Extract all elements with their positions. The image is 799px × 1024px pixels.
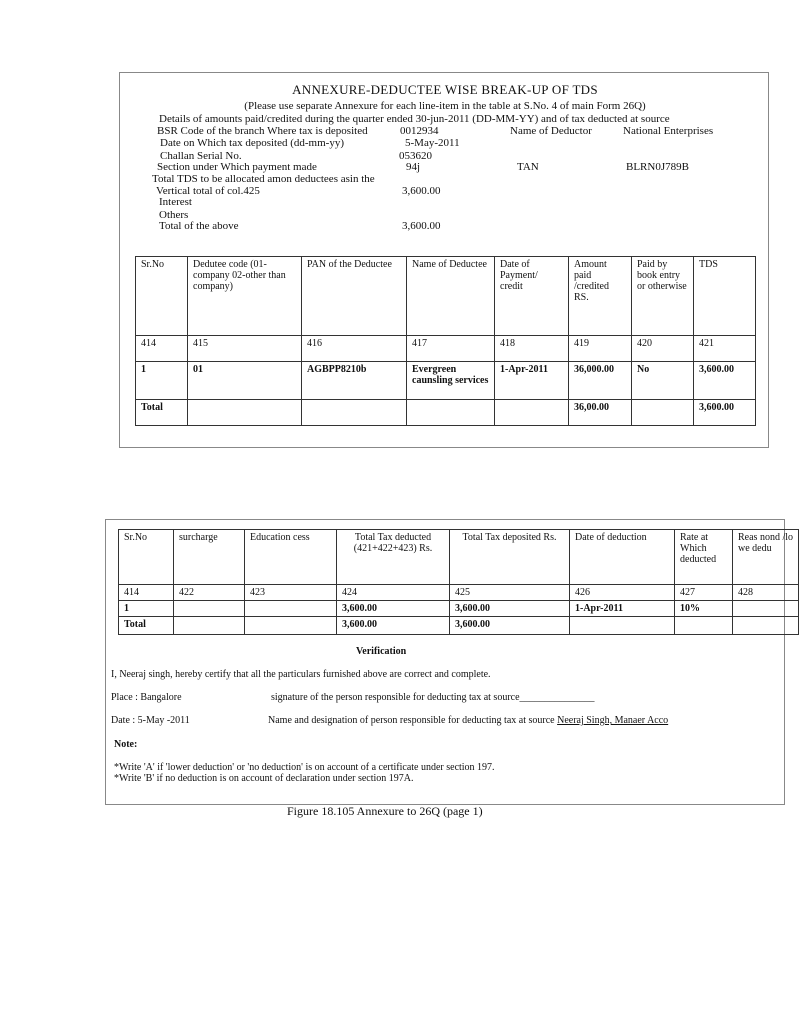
total-cell bbox=[174, 617, 245, 635]
total-label: Total bbox=[136, 400, 188, 426]
header-cell: Education cess bbox=[245, 530, 337, 585]
header-cell: Name of Deductee bbox=[407, 257, 495, 336]
header-cell: Date of Payment/ credit bbox=[495, 257, 569, 336]
header-cell: PAN of the Deductee bbox=[302, 257, 407, 336]
colnum-cell: 423 bbox=[245, 585, 337, 601]
colnum-cell: 428 bbox=[733, 585, 799, 601]
colnum-cell: 414 bbox=[119, 585, 174, 601]
colnum-cell: 417 bbox=[407, 336, 495, 362]
cell-book-entry: No bbox=[632, 362, 694, 400]
bsr-label: BSR Code of the branch Where tax is deposited bbox=[157, 125, 368, 137]
quarter-details: Details of amounts paid/credited during the quarter ended 30-jun-2011 (DD-MM-YY) and of tax deducted at source bbox=[159, 113, 670, 125]
certify-text: I, Neeraj singh, hereby certify that all the particulars furnished above are correct and complete. bbox=[111, 669, 491, 680]
vertical-total-value: 3,600.00 bbox=[402, 185, 441, 197]
header-cell: Sr.No bbox=[119, 530, 174, 585]
deductee-table bbox=[135, 256, 756, 426]
header-cell: Dedutee code (01-company 02-other than company) bbox=[188, 257, 302, 336]
cell-deductee-name: Evergreen caunsling services bbox=[407, 362, 495, 400]
deductee-table-header-row bbox=[136, 257, 756, 336]
deductor-label: Name of Deductor bbox=[510, 125, 592, 137]
tax-table-colnum-row bbox=[119, 585, 799, 601]
colnum-cell: 421 bbox=[694, 336, 756, 362]
header-cell: Total Tax deposited Rs. bbox=[450, 530, 570, 585]
total-above-label: Total of the above bbox=[159, 220, 239, 232]
cell-rate: 10% bbox=[675, 601, 733, 617]
tan-value: BLRN0J789B bbox=[626, 161, 689, 173]
cell-reason bbox=[733, 601, 799, 617]
annexure-panel-page-2 bbox=[105, 519, 793, 805]
cell-total-tax-deducted: 3,600.00 bbox=[337, 601, 450, 617]
cell-surcharge bbox=[174, 601, 245, 617]
cell-sr-no: 1 bbox=[136, 362, 188, 400]
colnum-cell: 420 bbox=[632, 336, 694, 362]
header-cell: Reas nond /lowe dedu bbox=[733, 530, 799, 585]
section-label: Section under Which payment made bbox=[157, 161, 317, 173]
challan-label: Challan Serial No. bbox=[160, 150, 242, 162]
header-cell: Rate at Which deducted bbox=[675, 530, 733, 585]
total-label: Total bbox=[119, 617, 174, 635]
table-total-row bbox=[119, 617, 799, 635]
colnum-cell: 422 bbox=[174, 585, 245, 601]
header-cell: TDS bbox=[694, 257, 756, 336]
colnum-cell: 419 bbox=[569, 336, 632, 362]
header-cell: Amount paid /credited RS. bbox=[569, 257, 632, 336]
total-cell bbox=[245, 617, 337, 635]
cell-amount-paid: 36,000.00 bbox=[569, 362, 632, 400]
total-cell bbox=[733, 617, 799, 635]
annexure-subtitle: (Please use separate Annexure for each line-item in the table at S.No. 4 of main Form 26Q) bbox=[244, 100, 646, 112]
header-cell: Date of deduction bbox=[570, 530, 675, 585]
place-label: Place : Bangalore bbox=[111, 692, 182, 703]
note-2: *Write 'B' if no deduction is on account of declaration under section 197A. bbox=[114, 773, 414, 784]
vertical-total-label: Vertical total of col.425 bbox=[156, 185, 260, 197]
table-total-row bbox=[136, 400, 756, 426]
deductee-table-colnum-row bbox=[136, 336, 756, 362]
verification-heading: Verification bbox=[356, 646, 407, 657]
signature-text: signature of the person responsible for deducting tax at source_______________ bbox=[271, 692, 595, 703]
cell-tds: 3,600.00 bbox=[694, 362, 756, 400]
colnum-cell: 418 bbox=[495, 336, 569, 362]
interest-label: Interest bbox=[159, 196, 192, 208]
note-1: *Write 'A' if 'lower deduction' or 'no deduction' is on account of a certificate under section 197. bbox=[114, 762, 495, 773]
deductor-value: National Enterprises bbox=[623, 125, 714, 137]
header-cell: surcharge bbox=[174, 530, 245, 585]
annexure-title: ANNEXURE-DEDUCTEE WISE BREAK-UP OF TDS bbox=[292, 82, 598, 97]
cell-payment-date: 1-Apr-2011 bbox=[495, 362, 569, 400]
colnum-cell: 426 bbox=[570, 585, 675, 601]
cell-total-tax-deposited: 3,600.00 bbox=[450, 601, 570, 617]
annexure-panel-page-1 bbox=[119, 72, 769, 448]
table-row bbox=[119, 601, 799, 617]
colnum-cell: 427 bbox=[675, 585, 733, 601]
colnum-cell: 424 bbox=[337, 585, 450, 601]
note-label: Note: bbox=[114, 739, 138, 750]
tax-table-header-row bbox=[119, 530, 799, 585]
total-cell bbox=[495, 400, 569, 426]
total-cell bbox=[302, 400, 407, 426]
cell-sr-no: 1 bbox=[119, 601, 174, 617]
total-tds: 3,600.00 bbox=[694, 400, 756, 426]
total-cell bbox=[188, 400, 302, 426]
cell-deductee-code: 01 bbox=[188, 362, 302, 400]
section-value: 94j bbox=[406, 161, 421, 173]
colnum-cell: 425 bbox=[450, 585, 570, 601]
total-cell bbox=[632, 400, 694, 426]
total-cell bbox=[570, 617, 675, 635]
header-cell: Total Tax deducted (421+422+423) Rs. bbox=[337, 530, 450, 585]
date-label: Date : 5-May -2011 bbox=[111, 715, 190, 726]
cell-education-cess bbox=[245, 601, 337, 617]
header-cell: Paid by book entry or otherwise bbox=[632, 257, 694, 336]
name-designation-line bbox=[268, 715, 668, 726]
colnum-cell: 416 bbox=[302, 336, 407, 362]
tan-label: TAN bbox=[517, 161, 539, 173]
total-amount-paid: 36,00.00 bbox=[569, 400, 632, 426]
tax-table bbox=[118, 529, 799, 635]
header-cell: Sr.No bbox=[136, 257, 188, 336]
bsr-value: 0012934 bbox=[400, 125, 439, 137]
cell-deduction-date: 1-Apr-2011 bbox=[570, 601, 675, 617]
others-label: Others bbox=[159, 209, 189, 221]
colnum-cell: 414 bbox=[136, 336, 188, 362]
colnum-cell: 415 bbox=[188, 336, 302, 362]
challan-value: 053620 bbox=[399, 150, 432, 162]
deposit-date-value: 5-May-2011 bbox=[405, 137, 460, 149]
table-row bbox=[136, 362, 756, 400]
deposit-date-label: Date on Which tax deposited (dd-mm-yy) bbox=[160, 137, 344, 149]
total-cell bbox=[675, 617, 733, 635]
total-tax-deposited: 3,600.00 bbox=[450, 617, 570, 635]
total-above-value: 3,600.00 bbox=[402, 220, 441, 232]
figure-caption: Figure 18.105 Annexure to 26Q (page 1) bbox=[287, 804, 483, 818]
name-designation-label: Name and designation of person responsible for deducting tax at source bbox=[268, 715, 555, 726]
cell-pan: AGBPP8210b bbox=[302, 362, 407, 400]
total-tax-deducted: 3,600.00 bbox=[337, 617, 450, 635]
total-cell bbox=[407, 400, 495, 426]
name-designation-value: Neeraj Singh, Manaer Acco bbox=[557, 715, 669, 726]
total-tds-label: Total TDS to be allocated amon deductees asin the bbox=[152, 173, 375, 185]
